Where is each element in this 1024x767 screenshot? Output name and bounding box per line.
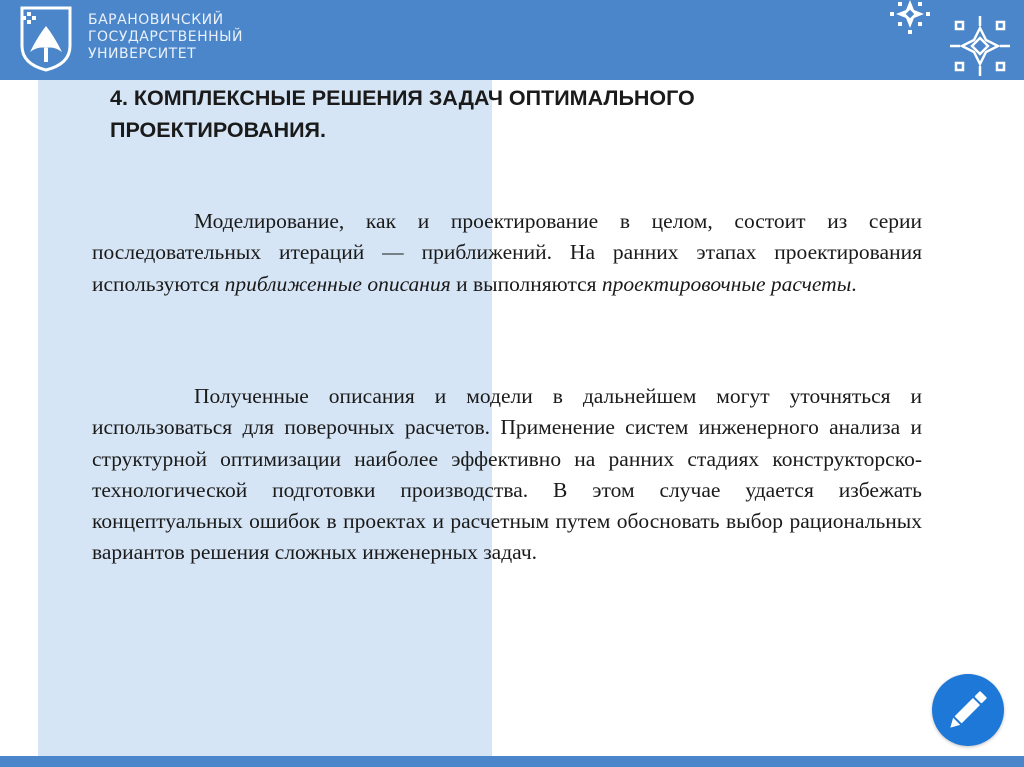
snowflake-ornament-icon (948, 14, 1012, 78)
snowflake-ornament-icon (882, 0, 938, 40)
paragraph-1-italic-a: приближенные описания (224, 271, 451, 296)
university-name-line-1: БАРАНОВИЧСКИЙ (88, 12, 224, 28)
paragraph-1 (92, 206, 922, 300)
slide-title-line-1: 4. КОМПЛЕКСНЫЕ РЕШЕНИЯ ЗАДАЧ ОПТИМАЛЬНОГО (110, 86, 695, 110)
university-name-line-3: УНИВЕРСИТЕТ (88, 46, 197, 62)
university-name (88, 12, 243, 63)
edit-pencil-button[interactable] (932, 674, 1004, 746)
header-bar (0, 0, 1024, 80)
paragraph-2-text: Полученные описания и модели в дальнейшем могут уточняться и использоваться для поверочных расчетов. Применение систем инженерного анализа и структурной оптимизации наиболее эффективно на ранних стадиях конструкторско-технологической подготовки производства. В этом случае удается избежать концептуальных ошибок в проектах и расчетным путем обосновать выбор рациональных вариантов решения сложных инженерных задач. (92, 384, 922, 565)
university-name-line-2: ГОСУДАРСТВЕННЫЙ (88, 29, 243, 45)
paragraph-1-text-a: Моделирование, как и проектирование в целом, состоит из серии последовательных итераций — приближений. На ранних этапах проектирования используются (92, 209, 922, 296)
university-crest-icon (18, 6, 74, 72)
slide-title-line-2: ПРОЕКТИРОВАНИЯ. (110, 118, 326, 142)
footer-bar (0, 756, 1024, 767)
paragraph-2 (92, 381, 922, 569)
slide-title (110, 82, 970, 146)
pencil-icon (932, 674, 1004, 746)
paragraph-1-text-c: . (851, 271, 857, 296)
paragraph-1-italic-b: проектировочные расчеты (601, 271, 852, 296)
paragraph-1-text-b: и выполняются (450, 271, 602, 296)
